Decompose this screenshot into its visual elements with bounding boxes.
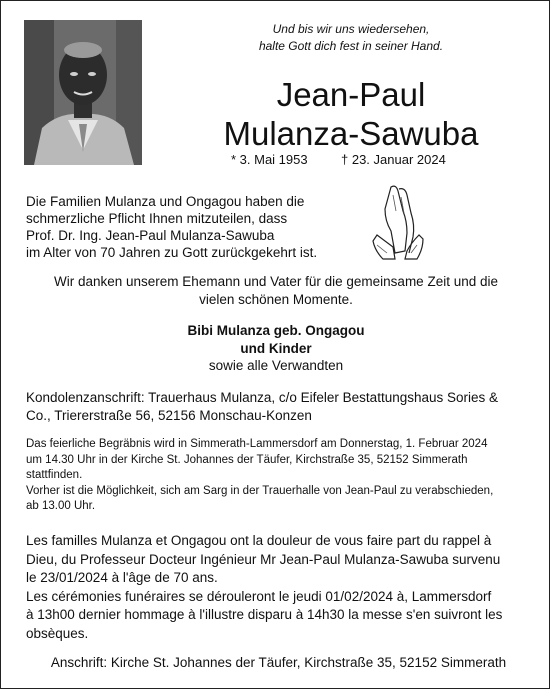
praying-hands-icon [369,181,427,261]
funeral-fr-line: à 13h00 dernier hommage à l'illustre disparu à 14h30 la messe s'en suivront les [26,607,503,622]
signer-spouse: Bibi Mulanza geb. Ongagou [187,323,365,338]
quote-line-1: Und bis wir uns wiedersehen, [272,22,430,36]
thanks-line: Wir danken unserem Ehemann und Vater für die gemeinsame Zeit und die [54,274,498,289]
funeral-fr-line: Les familles Mulanza et Ongagou ont la douleur de vous faire part du rappel à [26,533,492,548]
condolence-line [26,389,526,407]
funeral-info-german [26,437,531,515]
thanks-line: vielen schönen Momente. [199,292,353,307]
birth-date: * 3. Mai 1953 [231,152,308,167]
condolence-line: Co., Triererstraße 56, 52156 Monschau-Konzen [26,408,312,423]
condolence-line-text: Kondolenzanschrift: Trauerhaus Mulanza, c/o Eifeler Bestattungshaus Sories & [26,390,499,405]
deceased-first-name: Jean-Paul [276,76,426,113]
deceased-last-name: Mulanza-Sawuba [223,115,479,152]
death-date: † 23. Januar 2024 [341,152,446,167]
funeral-fr-line: Dieu, du Professeur Docteur Ingénieur Mr Jean-Paul Mulanza-Sawuba survenu [26,551,501,567]
signer-relatives: sowie alle Verwandten [208,358,344,373]
funeral-fr-line: obsèques. [26,625,89,641]
funeral-fr-line: le 23/01/2024 à l'âge de 70 ans. [26,570,218,585]
announcement-text [26,193,317,261]
church-address: Anschrift: Kirche St. Johannes der Täufer, Kirchstraße 35, 52152 Simmerath [50,655,507,670]
memorial-quote [191,21,511,55]
funeral-fr-line: Les cérémonies funéraires se dérouleront le jeudi 01/02/2024 à, Lammersdorf [26,588,492,604]
funeral-de-line: Das feierliche Begräbnis wird in Simmerath-Lammersdorf am Donnerstag, 1. Februar 2024 [26,438,488,450]
thanks-text [26,273,526,309]
announcement-line: Die Familien Mulanza und Ongagou haben die [26,194,305,209]
quote-line-2: halte Gott dich fest in seiner Hand. [258,39,444,53]
portrait-illustration [24,20,142,165]
condolence-address [26,389,526,425]
portrait-photo [24,20,142,165]
announcement-line: Prof. Dr. Ing. Jean-Paul Mulanza-Sawuba [26,228,275,243]
announcement-line: schmerzliche Pflicht Ihnen mitzuteilen, dass [26,211,288,226]
funeral-de-line: Vorher ist die Möglichkeit, sich am Sarg in der Trauerhalle von Jean-Paul zu verabschieden, [26,484,494,497]
funeral-de-line: um 14.30 Uhr in der Kirche St. Johannes der Täufer, Kirchstraße 35, 52152 Simmerath [26,453,468,466]
funeral-info-french [26,532,531,643]
signer-children: und Kinder [240,340,312,356]
signers-block [26,322,526,375]
funeral-de-line: stattfinden. [26,469,83,481]
announcement-line: im Alter von 70 Jahren zu Gott zurückgekehrt ist. [26,245,318,260]
funeral-de-line: ab 13.00 Uhr. [26,500,96,512]
